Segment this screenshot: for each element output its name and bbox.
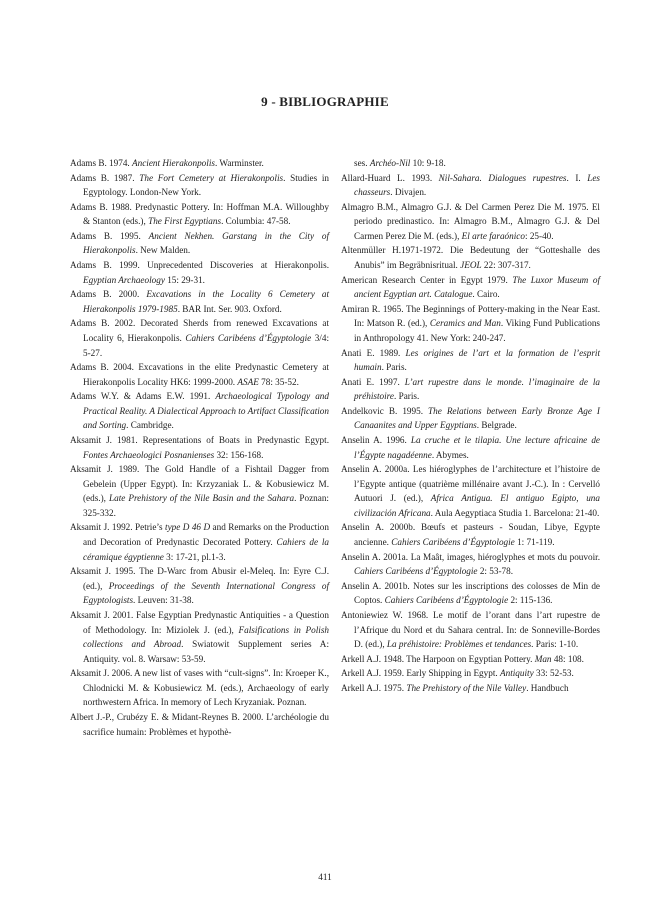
bibliography-entry — [341, 666, 600, 681]
entry-text: 10: 9-18. — [410, 158, 446, 168]
bibliography-entry — [341, 375, 600, 404]
entry-text: Adams B. 1987. — [70, 172, 140, 183]
entry-text: 2: 115-136. — [508, 595, 553, 606]
bibliography-entry — [341, 433, 600, 462]
bibliography-entry — [70, 389, 329, 433]
entry-text: Arkell A.J. 1975. — [341, 682, 407, 693]
entry-title: Falsifications in Polish collections and Abroad — [83, 624, 329, 650]
entry-text: Arkell A.J. 1959. Early Shipping in Egypt. — [341, 668, 500, 679]
entry-title: Cahiers Caribéens d’Égyptologie — [384, 595, 509, 606]
entry-text: Adams B. 2000. — [70, 289, 147, 300]
entry-text: Arkell A.J. 1948. The Harpoon on Egyptian Pottery. — [341, 653, 535, 664]
bibliography-entry — [341, 404, 600, 433]
entry-title: type D 46 D — [165, 522, 211, 533]
entry-text: . Poznan: 325-332. — [83, 493, 329, 518]
entry-text: Aksamit J. 1992. Petrie’s — [70, 522, 166, 533]
entry-text: . I. — [566, 172, 588, 183]
bibliography-entry — [70, 200, 329, 229]
bibliography-entry — [70, 520, 329, 564]
bibliography-entry — [341, 579, 600, 608]
entry-title: Les chasseurs — [354, 172, 600, 198]
entry-text: . New Malden. — [135, 245, 191, 256]
entry-text: . Studies in Egyptology. London-New York. — [83, 172, 329, 198]
entry-title: Africa Antigua. El antiguo Egipto, una civilización Africana — [354, 493, 600, 518]
entry-text: 32: 156-168. — [214, 449, 264, 460]
entry-text: Anselin A. 1996. — [341, 434, 411, 445]
entry-title: Ceramics and Man — [429, 318, 501, 329]
entry-text: Albert J.-P., Crubézy E. & Midant-Reynes B. 2000. L’archéologie du sacrifice humain: Problèmes et hypothè- — [70, 711, 329, 737]
entry-text: ses. — [354, 158, 370, 168]
entry-text: . Aula Aegyptiaca Studia 1. Barcelona: 21-40. — [430, 507, 600, 518]
entry-text: . Divajen. — [390, 187, 427, 198]
entry-text: . Abymes. — [431, 449, 469, 460]
entry-text: Anselin A. 2000b. Bœufs et pasteurs - Soudan, Libye, Egypte ancienne. — [341, 522, 600, 548]
bibliography-entry — [341, 302, 600, 346]
bibliography-entry — [70, 462, 329, 520]
bibliography-entry — [341, 273, 600, 302]
bibliography-right-column — [341, 156, 600, 695]
entry-text: Andelkovic B. 1995. — [341, 405, 429, 416]
bibliography-entry — [341, 681, 600, 696]
bibliography-entry — [341, 156, 600, 171]
entry-title: Cahiers Caribéens d’Égyptologie — [185, 332, 312, 343]
entry-title: Archaeological Typology and Practical Reality. A Dialectical Approach to Artifact Classification and Sorting — [83, 391, 329, 431]
entry-text: 78: 35-52. — [258, 376, 299, 387]
entry-text: . Paris: 1-10. — [531, 639, 579, 650]
entry-text: 1: 71-119. — [514, 537, 555, 548]
entry-title: L’art rupestre dans le monde. l’imaginaire de la préhistoire — [354, 376, 600, 402]
entry-title: Ancient Nekhen. Garstang in the City of Hierakonpolis — [83, 230, 330, 256]
bibliography-entry — [341, 171, 600, 200]
entry-title: The Relations between Early Bronze Age I Canaanites and Upper Egyptians — [354, 405, 600, 431]
entry-text: Almagro B.M., Almagro G.J. & Del Carmen Perez Die M. 1975. El periodo predinastico. In: Almagro B.M., Almagro G.J. & Del Carmen Perez Die M. (eds.), — [341, 201, 600, 241]
entry-text: . Cairo. — [472, 289, 500, 300]
entry-title: Cahiers Caribéens d’Égyptologie — [391, 537, 515, 548]
entry-text: Aksamit J. 1995. The D-Warc from Abusir el-Meleq. In: Eyre C.J. (ed.), — [70, 566, 329, 591]
entry-text: Anati E. 1997. — [341, 376, 405, 387]
entry-text: Adams B. 1988. Predynastic Pottery. In: Hoffman M.A. Willoughby & Stanton (eds.), — [70, 201, 329, 227]
bibliography-entry — [70, 564, 329, 608]
bibliography-entry — [341, 520, 600, 549]
page-title: 9 - BIBLIOGRAPHIE — [261, 94, 389, 109]
entry-text: American Research Center in Egypt 1979. — [341, 274, 513, 285]
entry-text: . Viking Fund Publications in Anthropology 41. New York: 240-247. — [354, 318, 600, 343]
bibliography-entry — [341, 346, 600, 375]
entry-title: Nil-Sahara. Dialogues rupestres — [438, 172, 567, 183]
bibliography-entry — [70, 258, 329, 287]
entry-text: Aksamit J. 1989. The Gold Handle of a Fishtail Dagger from Gebelein (Upper Egypt). In: Krzyzaniak L. & Kobusiewicz M. (eds.), — [70, 464, 329, 504]
bibliography-entry — [70, 287, 329, 316]
bibliography-entry — [70, 433, 329, 462]
entry-title: Cahiers de la céramique égyptienne — [83, 537, 329, 562]
entry-text: Anati E. 1989. — [341, 347, 406, 358]
entry-text: . Paris. — [393, 391, 420, 402]
bibliography-entry — [341, 550, 600, 579]
bibliography-entry — [70, 156, 329, 171]
entry-title: ASAE — [237, 376, 259, 387]
entry-text: 33: 52-53. — [533, 668, 574, 679]
bibliography-entry — [70, 171, 329, 200]
entry-text: . Swiatowit Supplement series A: Antiquity. vol. 8. Warsaw: 53-59. — [83, 639, 329, 664]
entry-title: Ancient Hierakonpolis — [132, 158, 215, 168]
entry-text: Anselin A. 2000a. Les hiéroglyphes de l’architecture et l’histoire de l’Egypte antique (quatrième millénaire avant J.-C.). In : Cervelló Autuori J. (ed.), — [341, 464, 600, 504]
entry-text: Adams B. 2004. Excavations in the elite Predynastic Cemetery at Hierakonpolis Locality HK6: 1999-2000. — [70, 362, 329, 387]
entry-text: 22: 307-317. — [481, 260, 531, 271]
entry-title: JEOL — [460, 260, 482, 271]
entry-text: Aksamit J. 2001. False Egyptian Predynastic Antiquities - a Question of Methodology. In: Miziolek J. (ed.), — [70, 609, 329, 635]
entry-text: . Belgrade. — [476, 420, 517, 431]
entry-title: The First Egyptians — [148, 216, 222, 227]
bibliography-entry — [341, 243, 600, 272]
entry-text: and Remarks on the Production and Decoration of Predynastic Decorated Pottery. — [83, 522, 329, 548]
entry-text: . Warminster. — [214, 158, 264, 168]
entry-text: . BAR Int. Ser. 903. Oxford. — [177, 303, 282, 314]
bibliography-entry — [341, 200, 600, 244]
bibliography-entry — [341, 462, 600, 520]
entry-text: Aksamit J. 1981. Representations of Boats in Predynastic Egypt. — [70, 434, 329, 445]
entry-text: Aksamit J. 2006. A new list of vases with “cult-signs”. In: Kroeper K., Chlodnicki M. & Kobusiewicz M. (eds.), Archaeology of early northwestern Africa. In memory of Lech Kryzaniak. Poznan. — [70, 668, 329, 708]
bibliography-entry — [70, 666, 329, 710]
entry-text: : 25-40. — [524, 230, 554, 241]
bibliography-entry — [70, 710, 329, 739]
entry-text: . Cambridge. — [126, 420, 174, 431]
bibliography-entry — [341, 608, 600, 652]
entry-text: Adams B. 1995. — [70, 230, 149, 241]
entry-text: 48: 108. — [551, 653, 584, 664]
entry-title: Les origines de l’art et la formation de l’esprit humain — [354, 347, 600, 373]
entry-title: La cruche et le tilapia. Une lecture africaine de l’Égypte nagadéenne — [354, 434, 600, 460]
entry-text: 2: 53-78. — [477, 566, 513, 577]
bibliography-entry — [70, 608, 329, 666]
entry-title: The Prehistory of the Nile Valley — [406, 682, 527, 693]
entry-text: 3/4: 5-27. — [83, 332, 329, 358]
entry-text: . Paris. — [381, 362, 407, 373]
entry-title: Excavations in the Locality 6 Cemetery at Hierakonpolis 1979-1985 — [83, 289, 330, 314]
bibliography-entry — [341, 652, 600, 667]
entry-text: . Leuven: 31-38. — [133, 595, 194, 606]
entry-text: Antoniewiez W. 1968. Le motif de l’orant dans l’art rupestre de l’Afrique du Nord et du Sahara central. In: de Sonneville-Bordes D. (ed.), — [341, 609, 600, 650]
entry-text: Allard-Huard L. 1993. — [341, 172, 439, 183]
entry-text: Adams B. 1974. — [70, 158, 133, 168]
entry-title: Cahiers Caribéens d’Égyptologie — [354, 566, 478, 577]
entry-title: The Fort Cemetery at Hierakonpolis — [139, 172, 284, 183]
entry-text: 3: 17-21, pl.1-3. — [163, 551, 226, 562]
entry-text: . Columbia: 47-58. — [221, 216, 291, 227]
entry-title: Egyptian Archaeology — [83, 274, 165, 285]
entry-text: Anselin A. 2001a. La Maât, images, hiéroglyphes et mots du pouvoir. — [341, 551, 600, 562]
entry-title: Fontes Archaeologici Posnanienses — [83, 449, 215, 460]
entry-title: El arte faraónico — [461, 230, 525, 241]
entry-title: Antiquity — [500, 668, 534, 679]
entry-text: Anselin A. 2001b. Notes sur les inscriptions des colosses de Min de Coptos. — [341, 580, 600, 606]
entry-title: Proceedings of the Seventh International Congress of Egyptologists — [83, 580, 329, 606]
entry-title: Archéo-Nil — [369, 158, 411, 168]
entry-text: 15: 29-31. — [164, 274, 205, 285]
bibliography-entry — [70, 229, 329, 258]
bibliography-entry — [70, 360, 329, 389]
page-number: 411 — [318, 872, 332, 882]
entry-title: The Luxor Museum of ancient Egyptian art. Catalogue — [354, 274, 600, 300]
entry-title: La préhistoire: Problèmes et tendances — [386, 639, 532, 650]
entry-title: Man — [534, 653, 552, 664]
bibliography-entry — [70, 316, 329, 360]
entry-text: Adams B. 1999. Unprecedented Discoveries at Hierakonpolis. — [70, 260, 329, 271]
entry-text: Altenmüller H.1971-1972. Die Bedeutung der “Gotteshalle des Anubis” im Begräbnisritual. — [341, 245, 600, 271]
bibliography-left-column — [70, 156, 329, 739]
entry-title: Late Prehistory of the Nile Basin and the Sahara — [108, 493, 295, 504]
entry-text: Adams W.Y. & Adams E.W. 1991. — [70, 391, 216, 402]
entry-text: Adams B. 2002. Decorated Sherds from renewed Excavations at Locality 6, Hierakonpolis. — [70, 318, 329, 343]
entry-text: . Handbuch — [526, 682, 569, 693]
entry-text: Amiran R. 1965. The Beginnings of Pottery-making in the Near East. In: Matson R. (ed.), — [341, 303, 600, 329]
